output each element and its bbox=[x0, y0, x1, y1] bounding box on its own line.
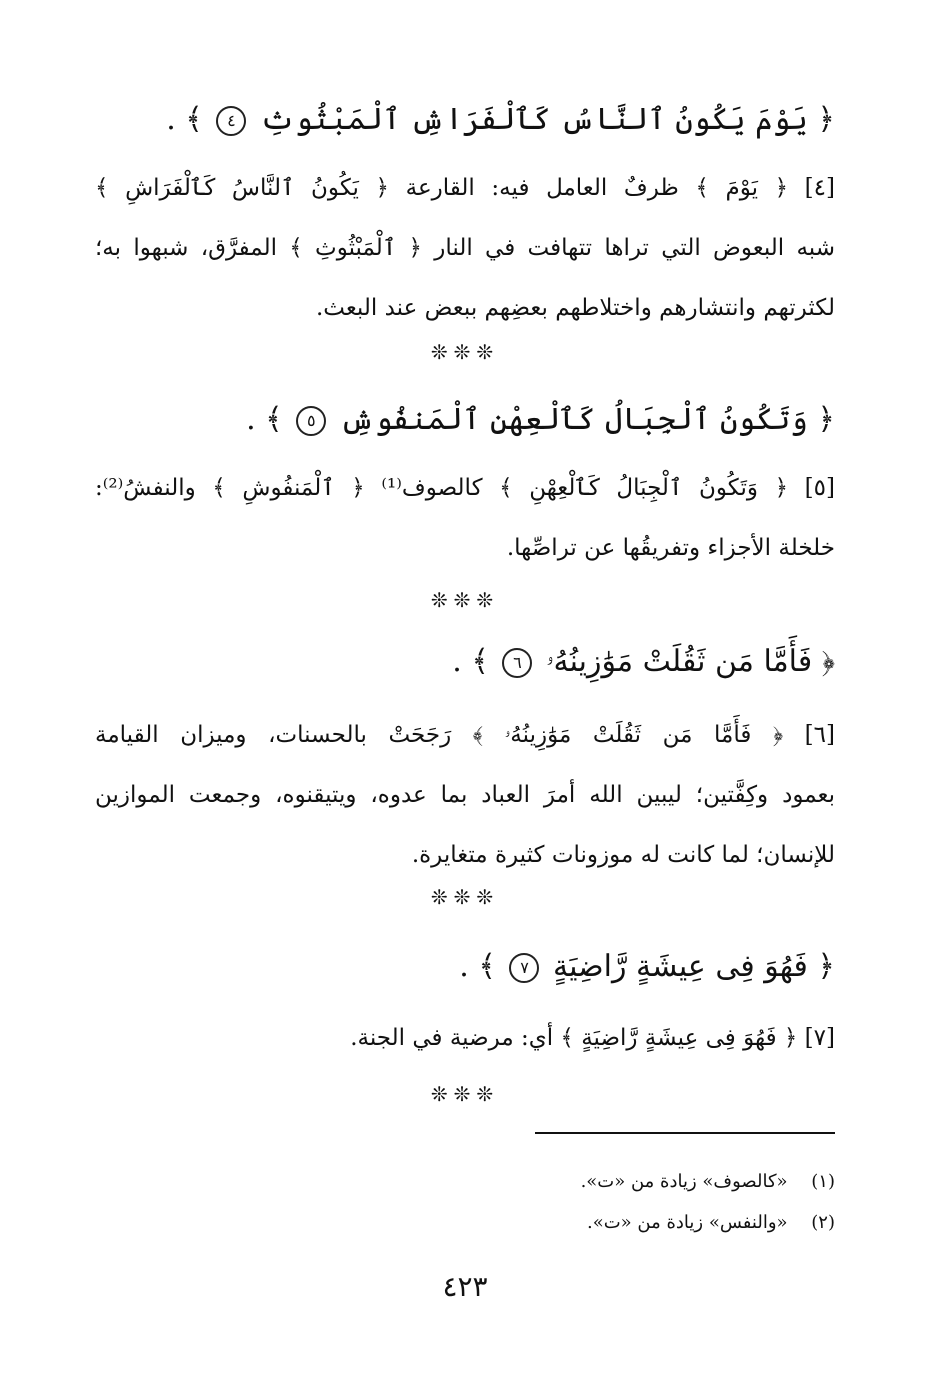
commentary-6 bbox=[95, 705, 835, 885]
verse-number-badge: ٧ bbox=[509, 953, 539, 983]
quran-verse-4 bbox=[95, 98, 835, 142]
verse-text: ﴿ فَهُوَ فِى عِيشَةٍ رَّاضِيَةٍ bbox=[553, 949, 835, 984]
footnote-1 bbox=[95, 1167, 835, 1197]
quran-verse-6 bbox=[95, 640, 835, 684]
commentary-line: شبه البعوض التي تراها تتهافت في النار ﴿ ٱلْمَبْثُوثِ ﴾ المفرَّق، شبهوا به؛ bbox=[95, 235, 835, 261]
verse-text: ﴿ فَأَمَّا مَن ثَقُلَتْ مَوَٰزِينُهُۥ bbox=[546, 644, 835, 679]
commentary-line: [٧] ﴿ فَهُوَ فِى عِيشَةٍ رَّاضِيَةٍ ﴾ أي: مرضية في الجنة. bbox=[350, 1025, 835, 1051]
verse-text: ﴿ يَوْمَ يَكُونُ ٱلنَّاسُ كَٱلْفَرَاشِ ٱلْمَبْثُوثِ bbox=[259, 102, 835, 137]
commentary-4 bbox=[95, 158, 835, 338]
commentary-5 bbox=[95, 458, 835, 578]
section-separator: ❊❊❊ bbox=[430, 588, 500, 612]
footnote-text: «والنفس» زيادة من «ت». bbox=[587, 1212, 788, 1233]
quran-verse-7 bbox=[95, 945, 835, 989]
section-separator: ❊❊❊ bbox=[430, 340, 500, 364]
commentary-line: بعمود وكِفَّتين؛ ليبين الله أمرَ العباد بما عدوه، ويتيقنوه، وجمعت الموازين bbox=[95, 782, 835, 808]
verse-number-badge: ٥ bbox=[296, 406, 326, 436]
footnote-2 bbox=[95, 1208, 835, 1238]
commentary-line: [٤] ﴿ يَوْمَ ﴾ ظرفٌ العامل فيه: القارعة ﴿ يَكُونُ ٱلنَّاسُ كَٱلْفَرَاشِ ﴾ bbox=[95, 175, 835, 201]
verse-end-bracket: ﴾ . bbox=[166, 102, 203, 137]
section-separator: ❊❊❊ bbox=[430, 885, 500, 909]
section-separator: ❊❊❊ bbox=[430, 1082, 500, 1106]
quran-verse-5 bbox=[95, 398, 835, 442]
verse-end-bracket: ﴾ . bbox=[459, 949, 496, 984]
commentary-line: خلخلة الأجزاء وتفريقُها عن تراصِّها. bbox=[506, 535, 835, 561]
footnote-divider bbox=[535, 1132, 835, 1134]
verse-end-bracket: ﴾ . bbox=[246, 402, 283, 437]
verse-end-bracket: ﴾ . bbox=[452, 644, 489, 679]
footnote-number: (٢) bbox=[811, 1212, 835, 1233]
verse-number-badge: ٤ bbox=[216, 106, 246, 136]
commentary-line: لكثرتهم وانتشارهم واختلاطهم بعضِهم ببعض عند البعث. bbox=[315, 295, 835, 321]
verse-text: ﴿ وَتَكُونُ ٱلْجِبَالُ كَٱلْعِهْنِ ٱلْمَنفُوشِ bbox=[339, 402, 835, 437]
footnote-number: (١) bbox=[811, 1171, 835, 1192]
footnote-text: «كالصوف» زيادة من «ت». bbox=[580, 1171, 788, 1192]
commentary-line: [٥] ﴿ وَتَكُونُ ٱلْجِبَالُ كَٱلْعِهْنِ ﴾ كالصوف⁽¹⁾ ﴿ ٱلْمَنفُوشِ ﴾ والنفشُ⁽²⁾: bbox=[95, 475, 835, 501]
commentary-7 bbox=[95, 1008, 835, 1068]
commentary-line: للإنسان؛ لما كانت له موزونات كثيرة متغايرة. bbox=[411, 842, 835, 868]
verse-number-badge: ٦ bbox=[502, 648, 532, 678]
commentary-line: [٦] ﴿ فَأَمَّا مَن ثَقُلَتْ مَوَٰزِينُهُۥ ﴾ رَجَحَتْ بالحسنات، وميزان القيامة bbox=[95, 722, 835, 748]
page-number: ٤٢٣ bbox=[442, 1270, 488, 1303]
